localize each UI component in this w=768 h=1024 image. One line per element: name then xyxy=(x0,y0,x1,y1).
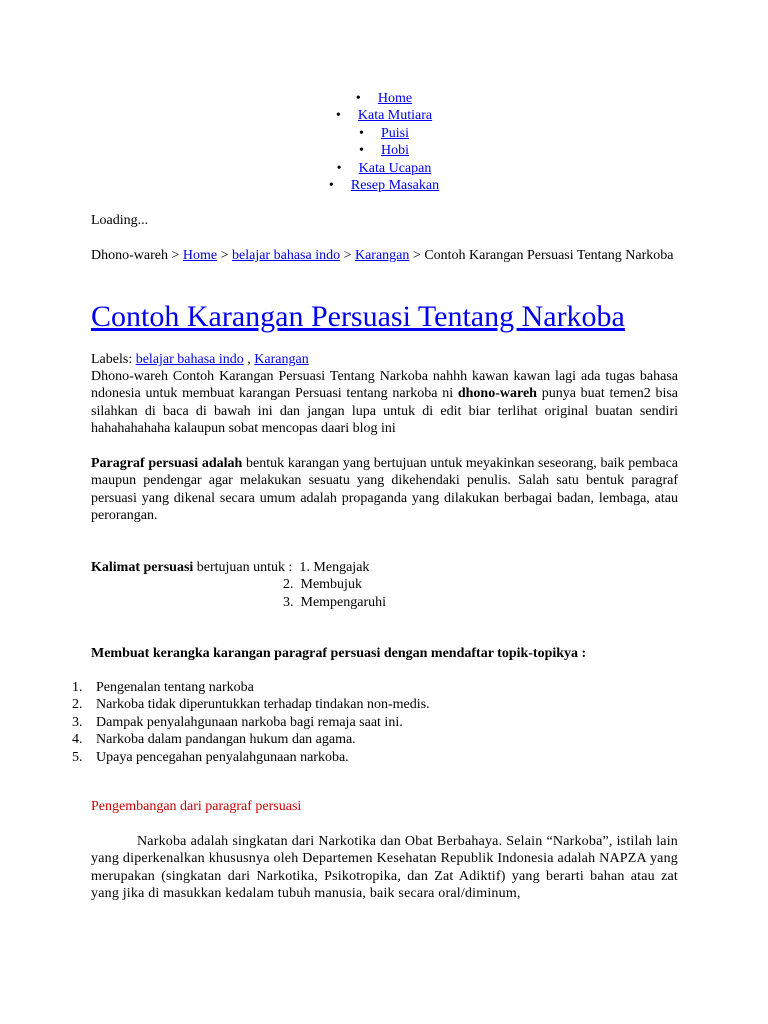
nav-link-hobi[interactable]: Hobi xyxy=(381,143,409,159)
list-number: 4. xyxy=(72,732,83,748)
kalimat-first-item: bertujuan untuk : 1. Mengajak xyxy=(193,560,370,575)
breadcrumb-root: Dhono-wareh xyxy=(91,248,168,263)
bullet-icon: • xyxy=(336,160,342,176)
loading-text: Loading... xyxy=(91,213,149,228)
list-number: 3. xyxy=(72,714,83,730)
nav-item-resep-masakan xyxy=(0,177,768,194)
development-text: Narkoba adalah singkatan dari Narkotika dan Obat Berbahaya. Selain “Narkoba”, istilah lain yang diperkenalkan khususnya oleh Departemen Kesehatan Republik Indonesia adalah NAPZA yang merupakan (singkatan dari Narkotika, Psikotropika, dan Zat Adiktif) yang berarti bahan atau zat yang jika di masukkan kedalam tubuh manusia, baik secara oral/diminum, xyxy=(91,834,678,902)
intro-text-start: Dhono-wareh Contoh Karangan Persuasi Tentang Narkoba nahhh kawan kawan lagi ada tugas bahasa ndonesia untuk membuat karangan Persuasi tentang narkoba ni xyxy=(91,369,678,402)
labels-separator: , xyxy=(243,352,255,367)
post-title xyxy=(91,298,678,336)
breadcrumb-separator: > xyxy=(340,248,355,263)
bullet-icon: • xyxy=(335,108,341,124)
list-item xyxy=(0,679,640,696)
breadcrumb-separator: > xyxy=(167,248,183,263)
breadcrumb-category-link[interactable]: belajar bahasa indo xyxy=(232,248,341,263)
label-link-belajar-bahasa-indo[interactable]: belajar bahasa indo xyxy=(135,352,244,367)
definition-paragraph xyxy=(91,455,678,525)
list-text: Pengenalan tentang narkoba xyxy=(96,680,254,695)
nav-link-puisi[interactable]: Puisi xyxy=(380,125,409,141)
kalimat-term: Kalimat persuasi xyxy=(91,560,194,575)
bullet-icon: • xyxy=(358,125,364,141)
list-text: Narkoba tidak diperuntukkan terhadap tindakan non-medis. xyxy=(96,697,430,713)
breadcrumb-subcategory-link[interactable]: Karangan xyxy=(354,248,410,263)
nav-item-home xyxy=(0,90,768,107)
nav-link-resep-masakan[interactable]: Resep Masakan xyxy=(350,177,440,193)
bullet-icon: • xyxy=(355,91,361,106)
intro-author-bold: dhono-wareh xyxy=(457,386,537,402)
nav-item-kata-ucapan xyxy=(0,160,768,177)
kalimat-persuasi-block xyxy=(91,559,678,611)
list-item xyxy=(0,731,640,748)
list-text: Upaya pencegahan penyalahgunaan narkoba. xyxy=(96,749,349,765)
outline-heading: Membuat kerangka karangan paragraf persuasi dengan mendaftar topik-topikya : xyxy=(91,646,587,661)
list-number: 5. xyxy=(72,749,83,765)
kalimat-item-2: 2. Membujuk xyxy=(283,577,362,593)
list-number: 1. xyxy=(72,680,83,695)
list-item xyxy=(0,749,640,766)
breadcrumb-current: Contoh Karangan Persuasi Tentang Narkoba xyxy=(424,248,674,263)
list-number: 2. xyxy=(72,697,83,713)
bullet-icon: • xyxy=(328,177,334,193)
nav-item-puisi xyxy=(0,125,768,142)
nav-link-kata-mutiara[interactable]: Kata Mutiara xyxy=(357,108,433,124)
list-item xyxy=(0,714,640,731)
labels-prefix: Labels: xyxy=(91,352,136,367)
definition-term: Paragraf persuasi adalah xyxy=(91,456,243,471)
topic-list xyxy=(0,679,640,766)
nav-item-hobi xyxy=(0,142,768,159)
nav-link-home[interactable]: Home xyxy=(377,91,413,106)
breadcrumb-home-link[interactable]: Home xyxy=(182,248,218,263)
definition-text: bentuk karangan yang bertujuan untuk meyakinkan seseorang, baik pembaca maupun pendengar agar melakukan sesuatu yang dikehendaki penulis. Salah satu bentuk paragraf persuasi yang dikenal secara umum adalah propaganda yang dilakukan berbagai badan, lembaga, atau perorangan. xyxy=(91,456,679,524)
kalimat-item-3: 3. Mempengaruhi xyxy=(283,594,387,610)
top-nav xyxy=(0,90,768,194)
bullet-icon: • xyxy=(359,143,364,159)
breadcrumb-separator: > xyxy=(217,248,233,263)
post-title-link[interactable]: Contoh Karangan Persuasi Tentang Narkoba xyxy=(91,300,625,333)
intro-paragraph xyxy=(91,368,678,438)
post-labels xyxy=(91,351,678,368)
list-text: Narkoba dalam pandangan hukum dan agama. xyxy=(96,732,356,748)
breadcrumb-separator: > xyxy=(409,248,425,263)
list-text: Dampak penyalahgunaan narkoba bagi remaja saat ini. xyxy=(96,714,403,730)
breadcrumb xyxy=(91,247,678,264)
list-item xyxy=(0,696,640,713)
development-heading: Pengembangan dari paragraf persuasi xyxy=(91,799,302,814)
development-paragraph xyxy=(91,833,678,903)
nav-link-kata-ucapan[interactable]: Kata Ucapan xyxy=(358,160,432,176)
nav-item-kata-mutiara xyxy=(0,107,768,124)
intro-text-end: punya buat temen2 bisa silahkan di baca di bawah ini dan jangan lupa untuk di edit biar terlihat original buatan sendiri hahahahahaha kalaupun sobat mencopas daari blog ini xyxy=(91,386,679,437)
label-link-karangan[interactable]: Karangan xyxy=(254,352,309,367)
